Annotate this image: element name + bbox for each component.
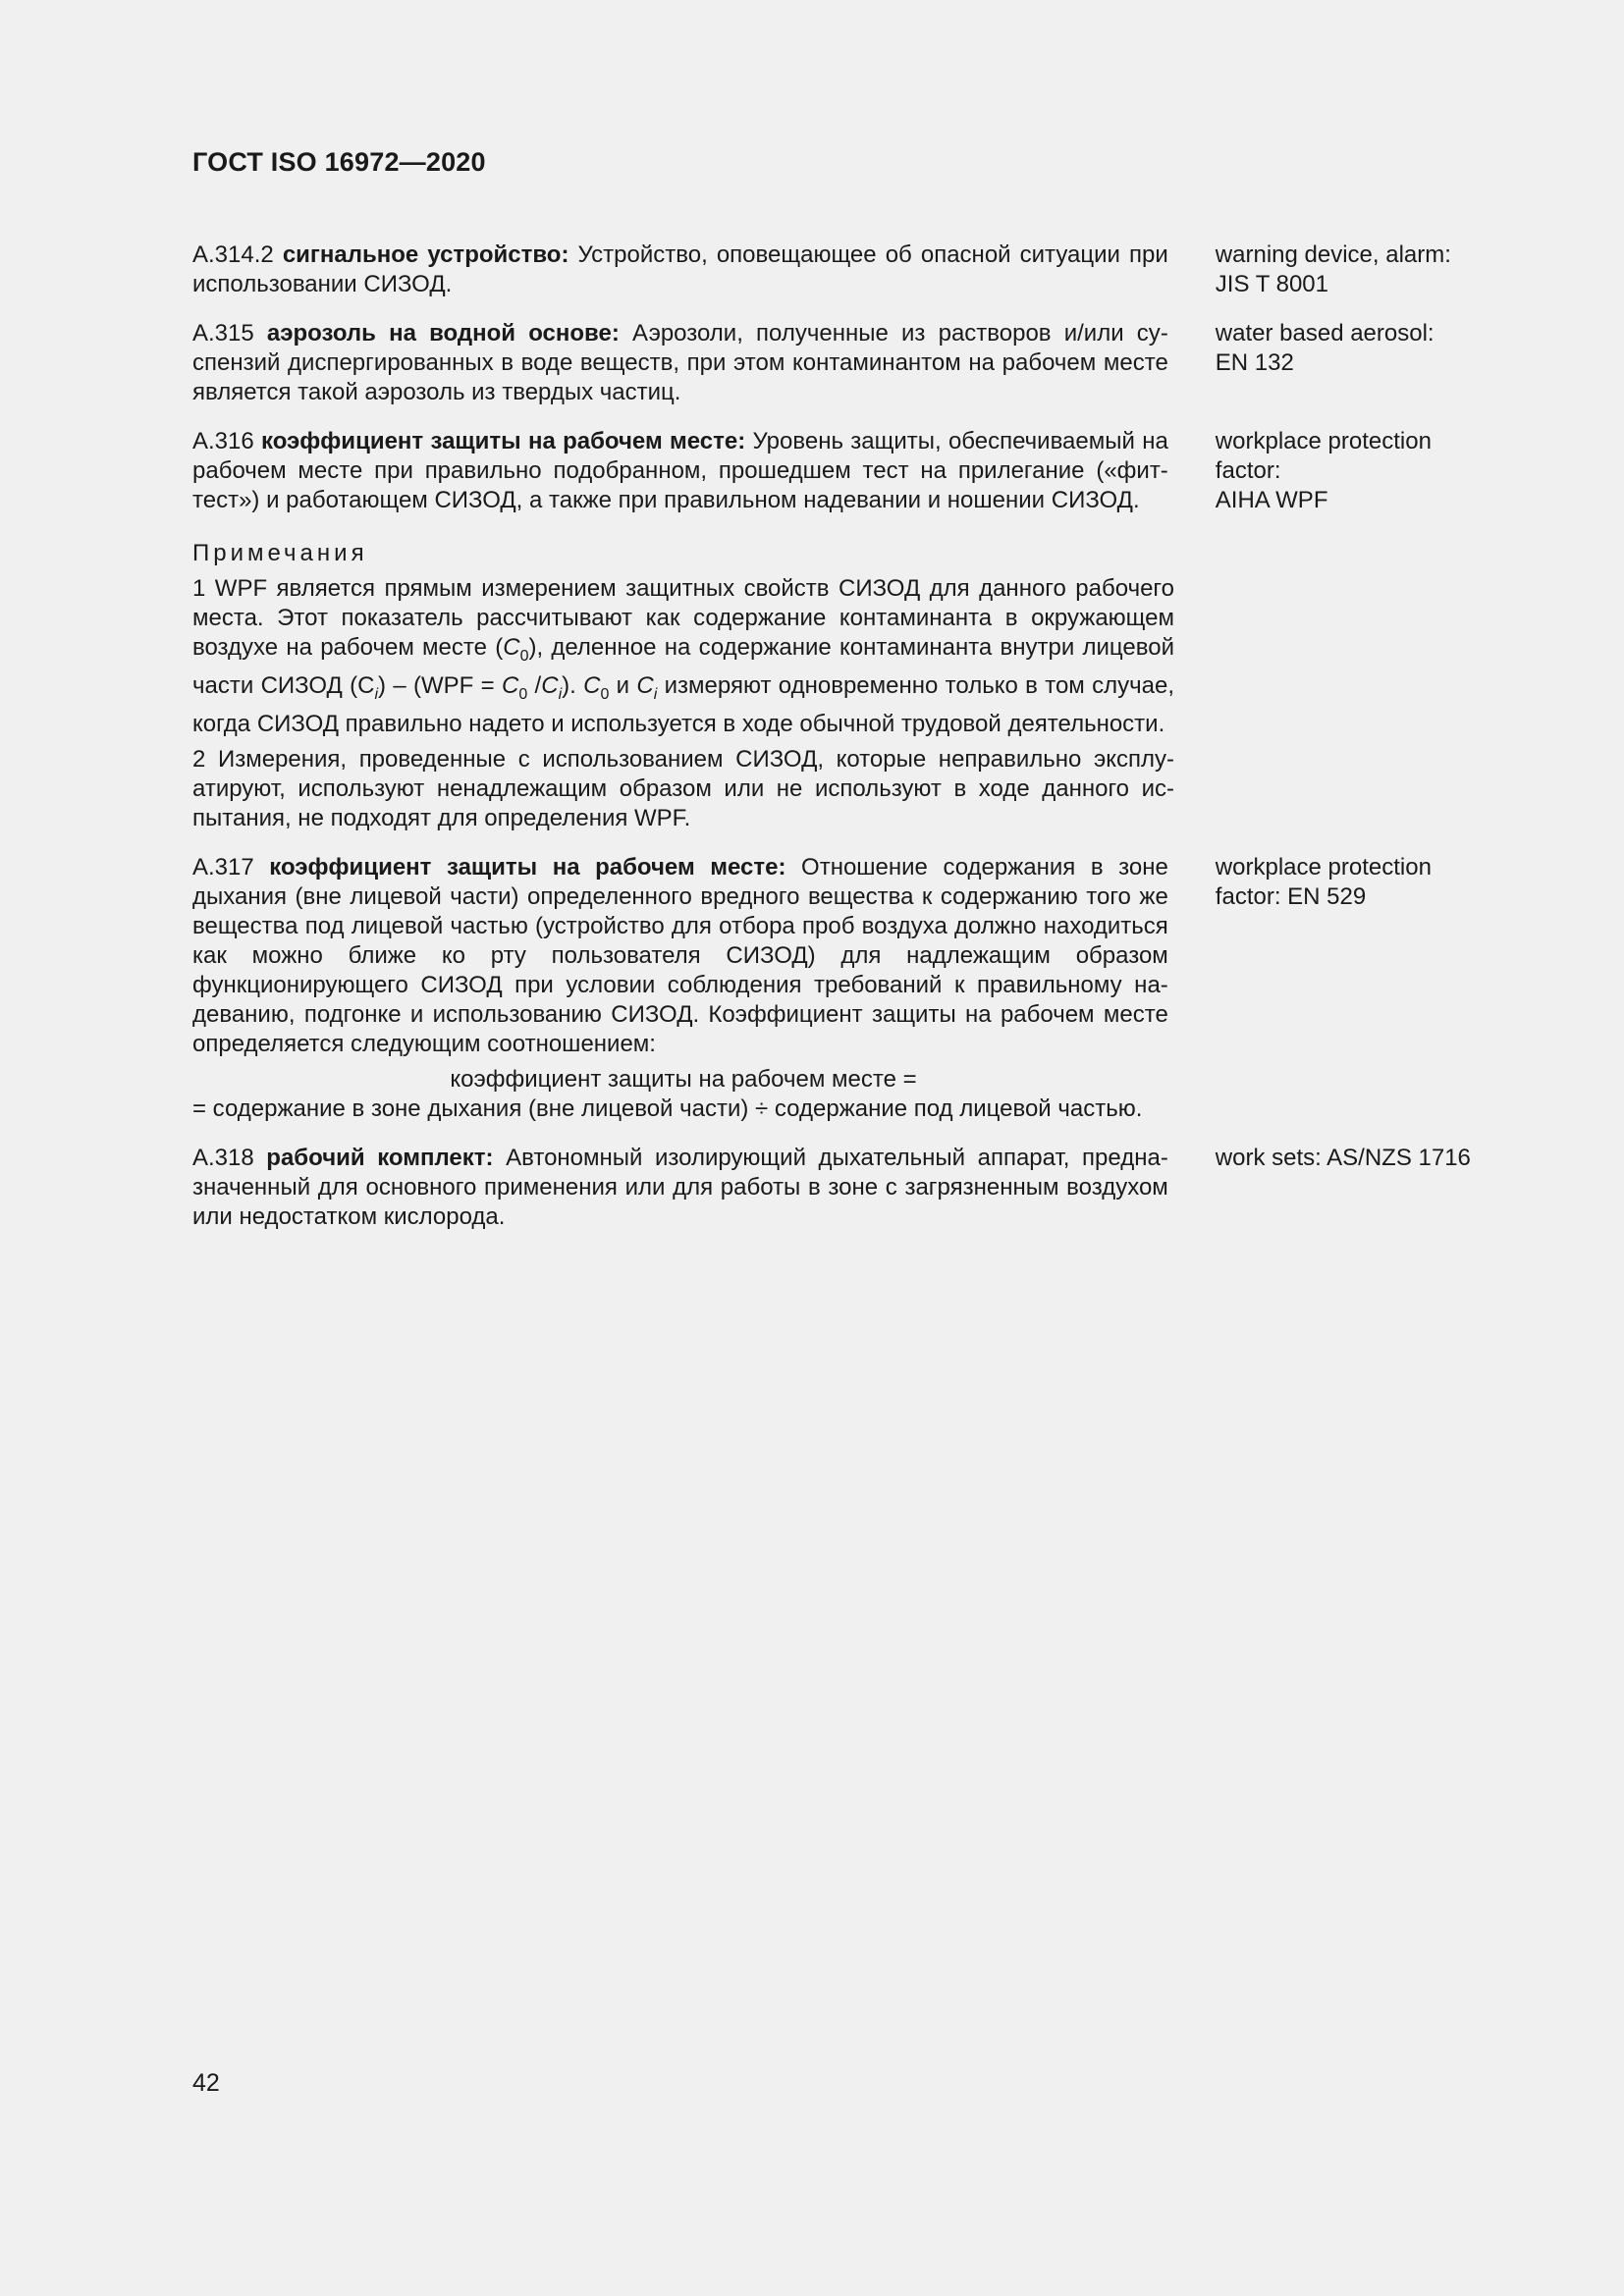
entry-number: А.314.2 xyxy=(192,241,274,268)
equivalent-line: factor: xyxy=(1215,457,1281,484)
equivalent-line: warning device, alarm: xyxy=(1215,241,1451,268)
note-1: 1 WPF является прямым измерением защитных свойств СИЗОД для данного рабочего места. Этот показатель рассчитывают как содержание контаминанта в окружающем воздухе на рабочем месте $(C_0)$, деленное на содержание контаминанта внутри лицевой части СИЗОД $(C_i) - (WPF = C_0$ $/C_i$). $C_0$ и $C_i$ измеряют одновременно только в том случае, когда СИЗОД правильно надето и используется в ходе обычной трудовой деятельности. xyxy=(192,575,1174,737)
entry-definition: Уровень защиты, обеспечиваемый на рабочем месте при правильно подобранном, прошедшем тест на прилегание («фит-тест») и работающем СИЗОД, а также при правильном надевании и ношении СИЗОД. xyxy=(192,428,1168,513)
entry-text xyxy=(192,240,1168,299)
entry-term: рабочий комплект: xyxy=(266,1144,494,1171)
equivalent-line: factor: EN 529 xyxy=(1215,882,1367,910)
document-body xyxy=(192,240,1498,1232)
equivalent-line: JIS T 8001 xyxy=(1215,271,1328,297)
entry-term: коэффициент защиты на рабочем месте: xyxy=(261,428,746,454)
entry-a316 xyxy=(192,427,1498,515)
entry-definition: Аэрозоли, полученные из растворов и/или суспензий диспергированных в воде веществ, при этом контаминантом на рабочем месте является такой аэрозоль из твердых частиц. xyxy=(192,320,1168,405)
entry-text xyxy=(192,853,1168,1059)
entry-text xyxy=(192,319,1168,407)
notes-title: Примечания xyxy=(192,540,368,566)
entry-definition: Устройство, оповещающее об опасной ситуации при использовании СИЗОД. xyxy=(192,241,1168,297)
entry-a314-2 xyxy=(192,240,1498,299)
entry-equivalent xyxy=(1216,240,1498,299)
entry-definition: Автономный изолирующий дыхательный аппарат, предназначенный для основного применения или для работы в зоне с загрязненным воздухом или недостатком кислорода. xyxy=(192,1144,1168,1230)
note-2: 2 Измерения, проведенные с использованием СИЗОД, которые неправильно эксплуатируют, используют ненадлежащим образом или не используют в ходе данного испытания, не подходят для определения WPF. xyxy=(192,745,1174,831)
document-header: ГОСТ ISO 16972—2020 xyxy=(192,147,486,177)
entry-number: А.318 xyxy=(192,1144,254,1171)
equivalent-line: workplace protection xyxy=(1215,428,1432,454)
entry-text xyxy=(192,1144,1168,1232)
entry-a317 xyxy=(192,853,1498,1059)
entry-equivalent xyxy=(1216,319,1498,378)
entry-equivalent xyxy=(1216,853,1498,912)
entry-term: аэрозоль на водной основе: xyxy=(266,320,620,347)
entry-number: А.316 xyxy=(192,428,254,454)
notes-block xyxy=(192,539,1174,833)
page-number: 42 xyxy=(192,2069,220,2097)
equivalent-line: EN 132 xyxy=(1215,349,1294,376)
formula-line-2: = содержание в зоне дыхания (вне лицевой части) ÷ содержание под лицевой частью. xyxy=(192,1095,1143,1122)
formula-line-1: коэффициент защиты на рабочем месте = xyxy=(450,1065,917,1093)
entry-term: коэффициент защиты на рабочем месте: xyxy=(269,853,786,881)
entry-equivalent xyxy=(1216,427,1498,515)
entry-equivalent xyxy=(1216,1144,1498,1173)
equivalent-line: water based aerosol: xyxy=(1215,320,1435,347)
equivalent-line: AIHA WPF xyxy=(1215,487,1328,513)
entry-number: А.317 xyxy=(192,853,254,881)
entry-a315 xyxy=(192,319,1498,407)
equivalent-line: work sets: AS/NZS 1716 xyxy=(1215,1144,1471,1171)
entry-text xyxy=(192,427,1168,515)
entry-definition: Отношение содержания в зоне дыхания (вне лицевой части) определенного вредного вещества к содержанию того же вещества под лицевой частью (устройство для отбора проб воздуха должно находиться как можно ближе ко рту пользователя СИЗОД) для надлежащим образом функционирующего СИЗОД при условии соблюдения требований к правильному надеванию, подгонке и использованию СИЗОД. Коэффициент защиты на рабочем месте определяется следующим соотношением: xyxy=(192,853,1168,1057)
equivalent-line: workplace protection xyxy=(1215,853,1432,881)
entry-number: А.315 xyxy=(192,320,254,347)
entry-a318 xyxy=(192,1144,1498,1232)
formula xyxy=(192,1065,1174,1124)
entry-term: сигнальное устройство: xyxy=(282,241,569,268)
